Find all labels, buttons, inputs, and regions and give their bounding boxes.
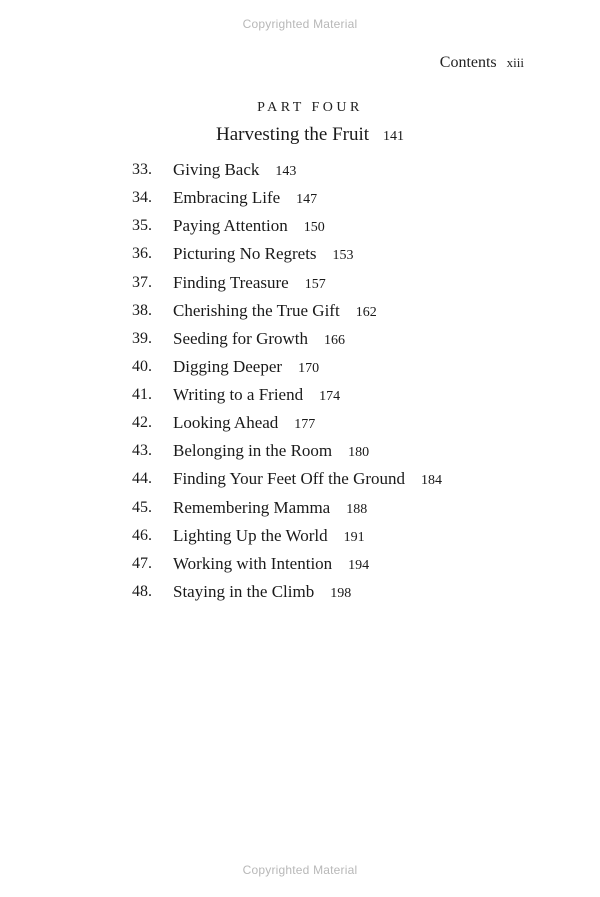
toc-entry-title (173, 213, 325, 241)
part-title (0, 124, 600, 146)
toc-entry-title (173, 270, 326, 298)
toc-entry-title-text: Belonging in the Room (173, 441, 333, 461)
toc-entry-title-text: Staying in the Climb (173, 581, 315, 601)
toc-entry-title-text: Embracing Life (173, 188, 281, 208)
toc-entry (0, 213, 600, 241)
toc-entry-title (173, 579, 351, 607)
toc-entry-title (173, 185, 317, 213)
toc-entry-title-text: Finding Your Feet Off the Ground (173, 469, 406, 489)
toc-entry-number: 40. (132, 357, 152, 375)
toc-entry-title-text: Giving Back (173, 160, 260, 179)
toc-entry (0, 551, 600, 579)
toc-entry-title (173, 438, 369, 466)
toc-entry-title-text: Cherishing the True Gift (173, 300, 340, 320)
toc-entry (0, 579, 600, 607)
toc-entry-title-text: Writing to a Friend (173, 385, 304, 404)
toc-entry-title (173, 495, 367, 523)
toc-entry-page: 174 (319, 389, 341, 404)
toc-entry-page: 184 (421, 473, 443, 489)
toc-entry-title-text: Lighting Up the World (173, 525, 328, 545)
copyright-watermark-bottom: Copyrighted Material (242, 863, 358, 877)
toc-entry (0, 382, 600, 410)
toc-entry-number: 45. (132, 498, 152, 516)
toc-entry-title-text: Remembering Mamma (173, 497, 331, 517)
toc-entry-number: 47. (132, 554, 152, 572)
toc-entry-title-text: Digging Deeper (173, 356, 283, 376)
toc-entry-title-text: Picturing No Regrets (173, 244, 317, 264)
toc-entry-page: 166 (324, 332, 346, 348)
toc-entry-page: 194 (348, 557, 370, 573)
toc-entry (0, 157, 600, 185)
copyright-watermark-top: Copyrighted Material (242, 17, 358, 31)
toc-entry-number: 48. (132, 582, 152, 600)
toc-entry-title (173, 241, 354, 269)
toc-entry-title (173, 157, 296, 185)
toc-entry (0, 438, 600, 466)
toc-entry-title (173, 298, 377, 326)
toc-entry-number: 42. (132, 414, 152, 432)
toc-entry-title (173, 551, 369, 579)
toc-entry (0, 241, 600, 269)
toc-entry-page: 198 (330, 585, 352, 601)
running-head-page-number: xiii (506, 55, 524, 70)
toc-entry (0, 185, 600, 213)
table-of-contents (0, 157, 600, 607)
toc-entry-page: 162 (355, 304, 377, 320)
toc-entry-title (173, 382, 340, 410)
toc-entry-title (173, 326, 345, 354)
toc-entry-number: 44. (132, 470, 152, 488)
toc-entry-number: 39. (132, 329, 152, 347)
toc-entry (0, 523, 600, 551)
toc-entry-page: 188 (346, 501, 368, 517)
part-title-page: 141 (383, 129, 405, 144)
toc-entry-page: 191 (343, 529, 365, 545)
toc-entry (0, 326, 600, 354)
toc-entry-page: 147 (296, 192, 318, 208)
toc-entry (0, 354, 600, 382)
toc-entry-title-text: Seeding for Growth (173, 328, 309, 348)
running-head (440, 54, 524, 72)
toc-entry-title (173, 466, 442, 494)
toc-entry-number: 41. (132, 386, 152, 403)
toc-entry-title (173, 354, 319, 382)
part-title-text: Harvesting the Fruit (215, 124, 370, 145)
toc-entry-number: 34. (132, 189, 152, 207)
toc-entry-title (173, 523, 365, 551)
toc-entry-title-text: Paying Attention (173, 216, 288, 236)
running-head-label: Contents (439, 54, 497, 71)
toc-entry-number: 38. (132, 301, 152, 319)
toc-entry-page: 177 (294, 417, 316, 433)
toc-entry-page: 170 (298, 360, 320, 376)
toc-entry-page: 157 (304, 276, 326, 292)
toc-entry-number: 35. (132, 217, 152, 235)
toc-entry (0, 270, 600, 298)
toc-entry-title-text: Finding Treasure (173, 272, 289, 292)
toc-entry-number: 37. (132, 273, 152, 291)
toc-entry (0, 495, 600, 523)
toc-entry-number: 46. (132, 526, 152, 544)
toc-entry-number: 43. (132, 442, 152, 460)
toc-entry-number: 36. (132, 245, 152, 263)
toc-entry (0, 410, 600, 438)
toc-entry-title (173, 410, 315, 438)
toc-entry (0, 466, 600, 494)
toc-entry-title-text: Looking Ahead (173, 413, 279, 433)
toc-entry-number: 33. (132, 161, 152, 178)
toc-entry (0, 298, 600, 326)
toc-entry-page: 180 (348, 445, 370, 461)
toc-entry-page: 143 (275, 164, 297, 179)
part-label: PART FOUR (257, 100, 363, 115)
toc-entry-title-text: Working with Intention (173, 553, 333, 573)
toc-entry-page: 150 (303, 220, 325, 236)
toc-entry-page: 153 (332, 248, 354, 264)
